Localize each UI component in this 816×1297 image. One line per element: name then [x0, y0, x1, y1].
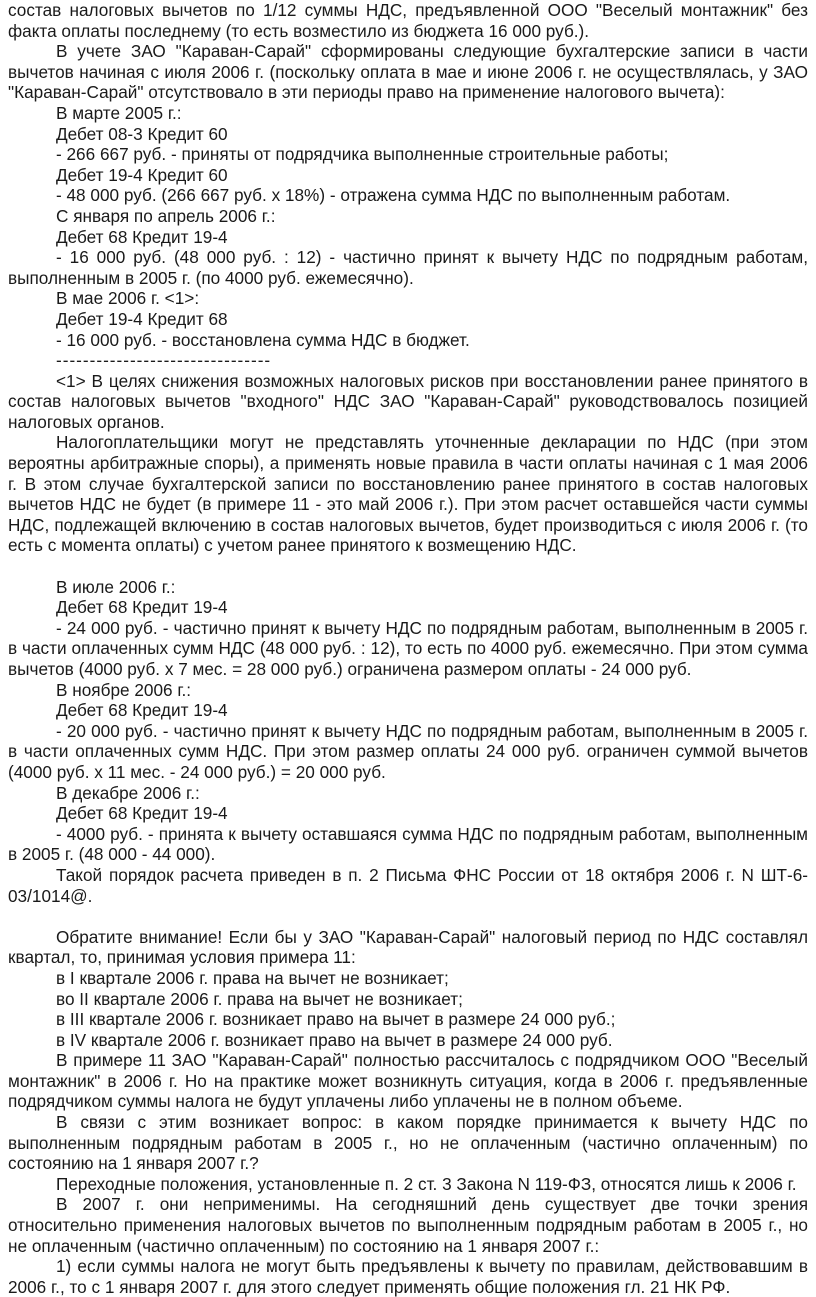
paragraph-deductions-intro: состав налоговых вычетов по 1/12 суммы НДС, предъявленной ООО "Веселый монтажник" без факта оплаты последнему (то есть возместило из бюджета 16 000 руб.). [8, 0, 808, 41]
entry-debit-credit: Дебет 68 Кредит 19-4 [56, 803, 228, 824]
entry-description: - 16 000 руб. - восстановлена сумма НДС в бюджет. [56, 329, 470, 350]
paragraph-attention-note: Обратите внимание! Если бы у ЗАО "Караван-Сарай" налоговый период по НДС составлял квартал, то, принимая условия примера 11: [8, 926, 808, 968]
entry-description: - 4000 руб. - принята к вычету оставшаяся сумма НДС по подрядным работам, выполненным в 2005 г. (48 000 - 44 000). [8, 823, 808, 865]
footnote-separator: -------------------------------- [56, 350, 272, 371]
paragraph-two-viewpoints: В 2007 г. они неприменимы. На сегодняшний день существует две точки зрения относительно применения налоговых вычетов по выполненным подрядным работам в 2005 г., но не оплаченным (частично оплаченным) по состоянию на 1 января 2007 г.: [8, 1194, 808, 1256]
entry-debit-credit: Дебет 19-4 Кредит 60 [56, 164, 228, 185]
entry-debit-credit: Дебет 08-3 Кредит 60 [56, 123, 228, 144]
list-item-quarter-4: в IV квартале 2006 г. возникает право на вычет в размере 24 000 руб. [56, 1029, 613, 1050]
period-heading-july-2006: В июле 2006 г.: [56, 576, 176, 597]
footnote-text: <1> В целях снижения возможных налоговых рисков при восстановлении ранее принятого в состав налоговых вычетов "входного" НДС ЗАО "Караван-Сарай" руководствовалось позицией налоговых органов. [8, 370, 808, 432]
paragraph-calculation-reference: Такой порядок расчета приведен в п. 2 Письма ФНС России от 18 октября 2006 г. N ШТ-6-03/1014@. [8, 864, 808, 906]
paragraph-transitional-provisions: Переходные положения, установленные п. 2 ст. 3 Закона N 119-ФЗ, относятся лишь к 2006 г. [56, 1173, 797, 1194]
list-item-quarter-2: во II квартале 2006 г. права на вычет не возникает; [56, 988, 463, 1009]
period-heading-december-2006: В декабре 2006 г.: [56, 782, 200, 803]
entry-description: - 48 000 руб. (266 667 руб. x 18%) - отражена сумма НДС по выполненным работам. [56, 185, 731, 206]
paragraph-taxpayers-options: Налогоплательщики могут не представлять уточненные декларации по НДС (при этом вероятны арбитражные споры), а применять новые правила в части оплаты начиная с 1 мая 2006 г. В этом случае бухгалтерской записи по восстановлению ранее принятого в состав налоговых вычетов НДС не будет (в примере 11 - это май 2006 г.). При этом расчет оставшейся части суммы НДС, подлежащей включению в состав налоговых вычетов, будет производиться с июля 2006 г. (то есть с момента оплаты) с учетом ранее принятого к возмещению НДС. [8, 432, 808, 556]
paragraph-question: В связи с этим возникает вопрос: в каком порядке принимается к вычету НДС по выполненным подрядным работам в 2005 г., но не оплаченным (частично оплаченным) по состоянию на 1 января 2007 г.? [8, 1112, 808, 1174]
entry-description: - 16 000 руб. (48 000 руб. : 12) - частично принят к вычету НДС по подрядным работам, выполненным в 2005 г. (по 4000 руб. ежемесячно). [8, 247, 808, 288]
entry-description: - 24 000 руб. - частично принят к вычету НДС по подрядным работам, выполненным в 2005 г. в части оплаченных сумм НДС (48 000 руб. : 12), то есть по 4000 руб. ежемесячно. При этом сумма вычетов (4000 руб. x 7 мес. = 28 000 руб.) ограничена размером оплаты - 24 000 руб. [8, 617, 808, 679]
entry-debit-credit: Дебет 68 Кредит 19-4 [56, 597, 228, 618]
list-item-quarter-1: в I квартале 2006 г. права на вычет не возникает; [56, 967, 449, 988]
entry-description: - 20 000 руб. - частично принят к вычету НДС по подрядным работам, выполненным в 2005 г. в части оплаченных сумм НДС. При этом размер оплаты 24 000 руб. ограничен суммой вычетов (4000 руб. x 11 мес. - 24 000 руб.) = 20 000 руб. [8, 720, 808, 782]
period-heading-may-2006: В мае 2006 г. <1>: [56, 288, 200, 309]
paragraph-viewpoint-one: 1) если суммы налога не могут быть предъявлены к вычету по правилам, действовавшим в 2006 г., то с 1 января 2007 г. для этого следует применять общие положения гл. 21 НК РФ. [8, 1256, 808, 1297]
list-item-quarter-3: в III квартале 2006 г. возникает право на вычет в размере 24 000 руб.; [56, 1009, 616, 1030]
period-heading-november-2006: В ноябре 2006 г.: [56, 679, 192, 700]
blank-line [8, 906, 808, 927]
entry-debit-credit: Дебет 68 Кредит 19-4 [56, 226, 228, 247]
blank-line [8, 556, 808, 577]
entry-debit-credit: Дебет 19-4 Кредит 68 [56, 308, 228, 329]
paragraph-accounting-entries: В учете ЗАО "Караван-Сарай" сформированы следующие бухгалтерские записи в части вычетов начиная с июля 2006 г. (поскольку оплата в мае и июне 2006 г. не осуществлялась, у ЗАО "Караван-Сарай" отсутствовало в эти периоды право на применение налогового вычета): [8, 41, 808, 103]
period-heading-march-2005: В марте 2005 г.: [56, 102, 182, 123]
period-heading-jan-apr-2006: С января по апрель 2006 г.: [56, 205, 276, 226]
entry-description: - 266 667 руб. - приняты от подрядчика выполненные строительные работы; [56, 144, 669, 165]
document-page [8, 0, 808, 1297]
paragraph-example-settlement: В примере 11 ЗАО "Караван-Сарай" полностью рассчиталось с подрядчиком ООО "Веселый монтажник" в 2006 г. Но на практике может возникнуть ситуация, когда в 2006 г. предъявленные подрядчиком суммы налога не будут уплачены либо уплачены не в полном объеме. [8, 1050, 808, 1112]
entry-debit-credit: Дебет 68 Кредит 19-4 [56, 700, 228, 721]
